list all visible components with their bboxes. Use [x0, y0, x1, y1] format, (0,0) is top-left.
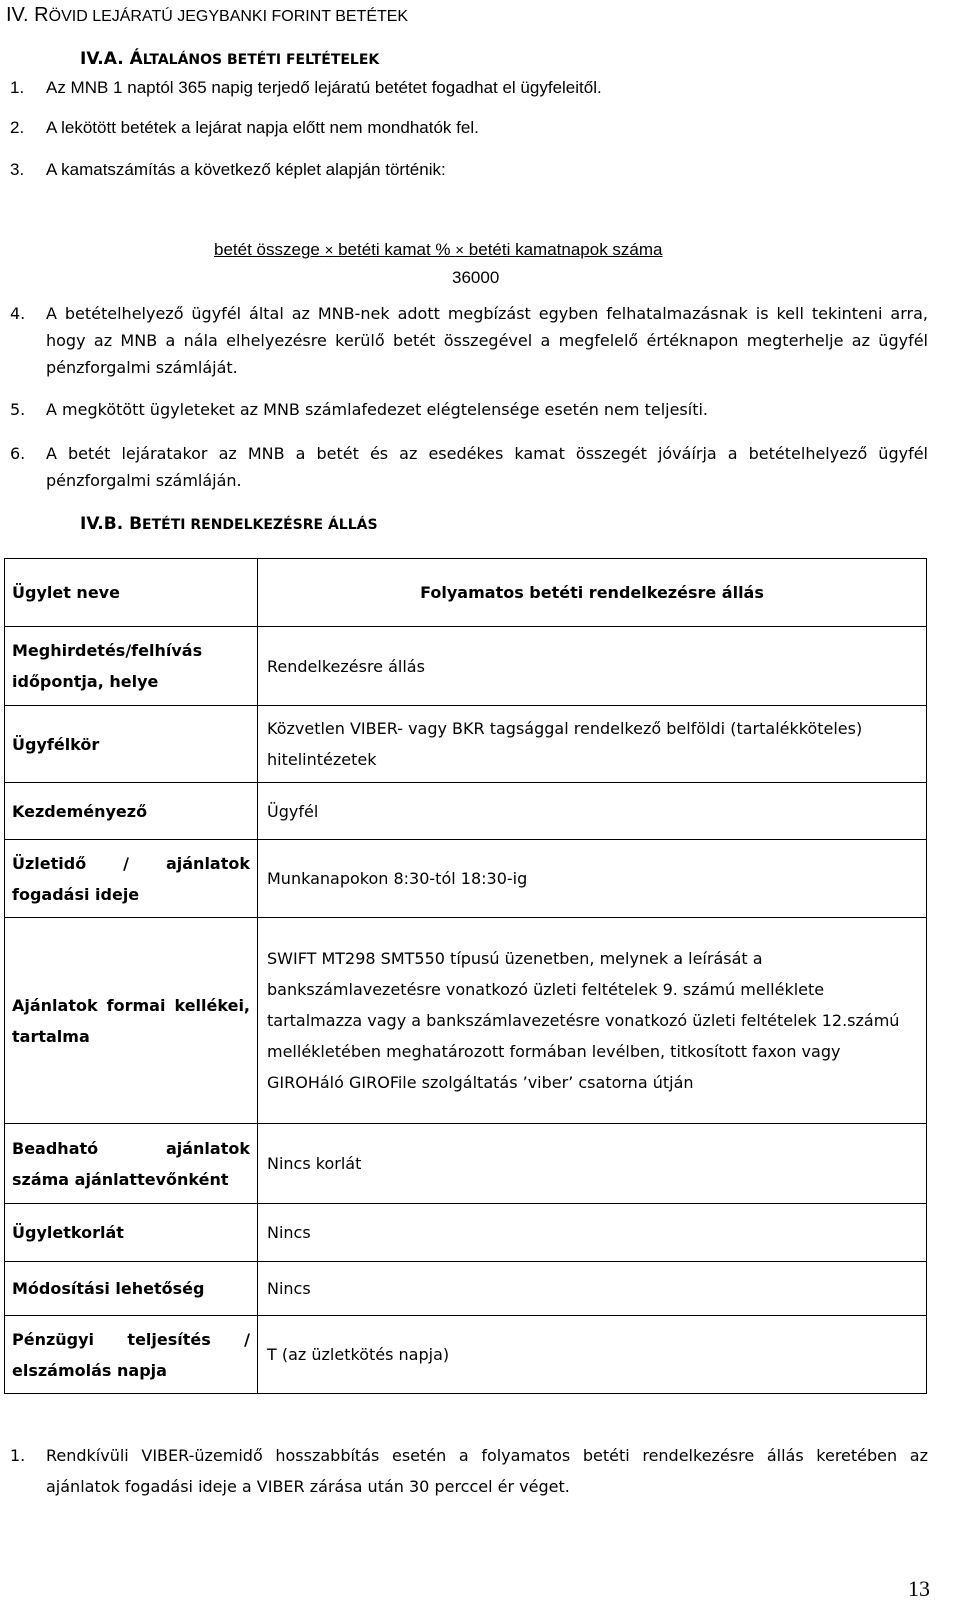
- list-item-text: A lekötött betétek a lejárat napja előtt nem mondhatók fel.: [46, 118, 479, 137]
- deposit-facility-table: [4, 558, 927, 1394]
- list-item-number: 4.: [10, 304, 26, 323]
- list-item-text: Az MNB 1 naptól 365 napig terjedő lejáratú betétet fogadhat el ügyfeleitől.: [46, 78, 602, 97]
- section-title-rest: ÖVID LEJÁRATÚ JEGYBANKI FORINT BETÉTEK: [48, 8, 409, 25]
- times-symbol: ×: [455, 242, 465, 259]
- section-title-prefix: IV. R: [6, 4, 49, 26]
- page-number: 13: [908, 1576, 930, 1601]
- formula-term: betéti kamat %: [338, 240, 451, 259]
- interest-formula: [214, 240, 663, 287]
- footnote: [10, 1440, 930, 1502]
- subsection-b-prefix: IV.B. B: [80, 514, 143, 534]
- table-row-key: Üzletidő / ajánlatok fogadási ideje: [5, 840, 258, 918]
- section-title: [6, 4, 408, 27]
- table-row: [5, 627, 927, 706]
- table-row-key: Ügyletkorlát: [5, 1204, 258, 1262]
- table-row-key: Beadható ajánlatok száma ajánlattevőnként: [5, 1124, 258, 1204]
- table-row: [5, 840, 927, 918]
- table-row-value: Ügyfél: [258, 783, 927, 840]
- times-symbol: ×: [324, 242, 334, 259]
- table-row-value: Nincs korlát: [258, 1124, 927, 1204]
- table-row: [5, 1124, 927, 1204]
- table-row: [5, 918, 927, 1124]
- subsection-b-title: [80, 514, 378, 534]
- table-row-key: Ügyfélkör: [5, 706, 258, 783]
- table-row-key: Pénzügyi teljesítés / elszámolás napja: [5, 1316, 258, 1394]
- list-item-number: 1.: [10, 78, 25, 97]
- formula-denominator: 36000: [452, 268, 500, 287]
- table-header-value: Folyamatos betéti rendelkezésre állás: [258, 559, 927, 627]
- table-row-value: Rendelkezésre állás: [258, 627, 927, 706]
- table-row-value: T (az üzletkötés napja): [258, 1316, 927, 1394]
- subsection-b-rest: ETÉTI RENDELKEZÉSRE ÁLLÁS: [142, 517, 378, 533]
- formula-numerator: [214, 240, 663, 259]
- subsection-a-title: [80, 49, 379, 69]
- footnote-number: 1.: [10, 1446, 26, 1465]
- list-item-number: 3.: [10, 160, 25, 179]
- table-header-key: Ügylet neve: [5, 559, 258, 627]
- list-item-number: 6.: [10, 444, 26, 463]
- table-row: [5, 1316, 927, 1394]
- table-row-key: Módosítási lehetőség: [5, 1262, 258, 1316]
- footnote-text: Rendkívüli VIBER-üzemidő hosszabbítás esetén a folyamatos betéti rendelkezésre állás keretében az ajánlatok fogadási ideje a VIBER zárása után 30 perccel ér véget.: [46, 1446, 928, 1496]
- table-row-value: Munkanapokon 8:30-tól 18:30-ig: [258, 840, 927, 918]
- formula-term: betéti kamatnapok száma: [468, 240, 663, 259]
- list-item-text: A betét lejáratakor az MNB a betét és az esedékes kamat összegét jóváírja a betételhelyező ügyfél pénzforgalmi számláján.: [46, 444, 928, 490]
- table-row-value: SWIFT MT298 SMT550 típusú üzenetben, melynek a leírását a bankszámlavezetésre vonatkozó üzleti feltételek 9. számú melléklete tartalmazza vagy a bankszámlavezetésre vonatkozó üzleti feltételek 12.számú mellékletében meghatározott formában levélben, titkosított faxon vagy GIROHáló GIROFile szolgáltatás ’viber’ csatorna útján: [258, 918, 927, 1124]
- list-item-text: A megkötött ügyleteket az MNB számlafedezet elégtelensége esetén nem teljesíti.: [46, 400, 709, 419]
- subsection-a-rest: LTALÁNOS BETÉTI FELTÉTELEK: [142, 52, 380, 68]
- table-row-value: Közvetlen VIBER- vagy BKR tagsággal rendelkező belföldi (tartalékköteles) hitelintézetek: [258, 706, 927, 783]
- table-row-key: Meghirdetés/felhívás időpontja, helye: [5, 627, 258, 706]
- formula-term: betét összege: [214, 240, 320, 259]
- list-item-text: A kamatszámítás a következő képlet alapján történik:: [46, 160, 446, 179]
- subsection-a-prefix: IV.A. Á: [80, 49, 143, 69]
- table-row-key: Ajánlatok formai kellékei, tartalma: [5, 918, 258, 1124]
- table-row-key: Kezdeményező: [5, 783, 258, 840]
- table-row: [5, 559, 927, 627]
- table-row: [5, 706, 927, 783]
- table-row: [5, 1204, 927, 1262]
- list-item-text: A betételhelyező ügyfél által az MNB-nek adott megbízást egyben felhatalmazásnak is kell tekinteni arra, hogy az MNB a nála elhelyezésre kerülő betét összegével a megfelelő értéknapon megterhelje az ügyfél pénzforgalmi számláját.: [46, 304, 928, 377]
- list-item-number: 5.: [10, 400, 26, 419]
- table-row: [5, 783, 927, 840]
- table-row: [5, 1262, 927, 1316]
- table-row-value: Nincs: [258, 1204, 927, 1262]
- list-item-number: 2.: [10, 118, 25, 137]
- table-row-value: Nincs: [258, 1262, 927, 1316]
